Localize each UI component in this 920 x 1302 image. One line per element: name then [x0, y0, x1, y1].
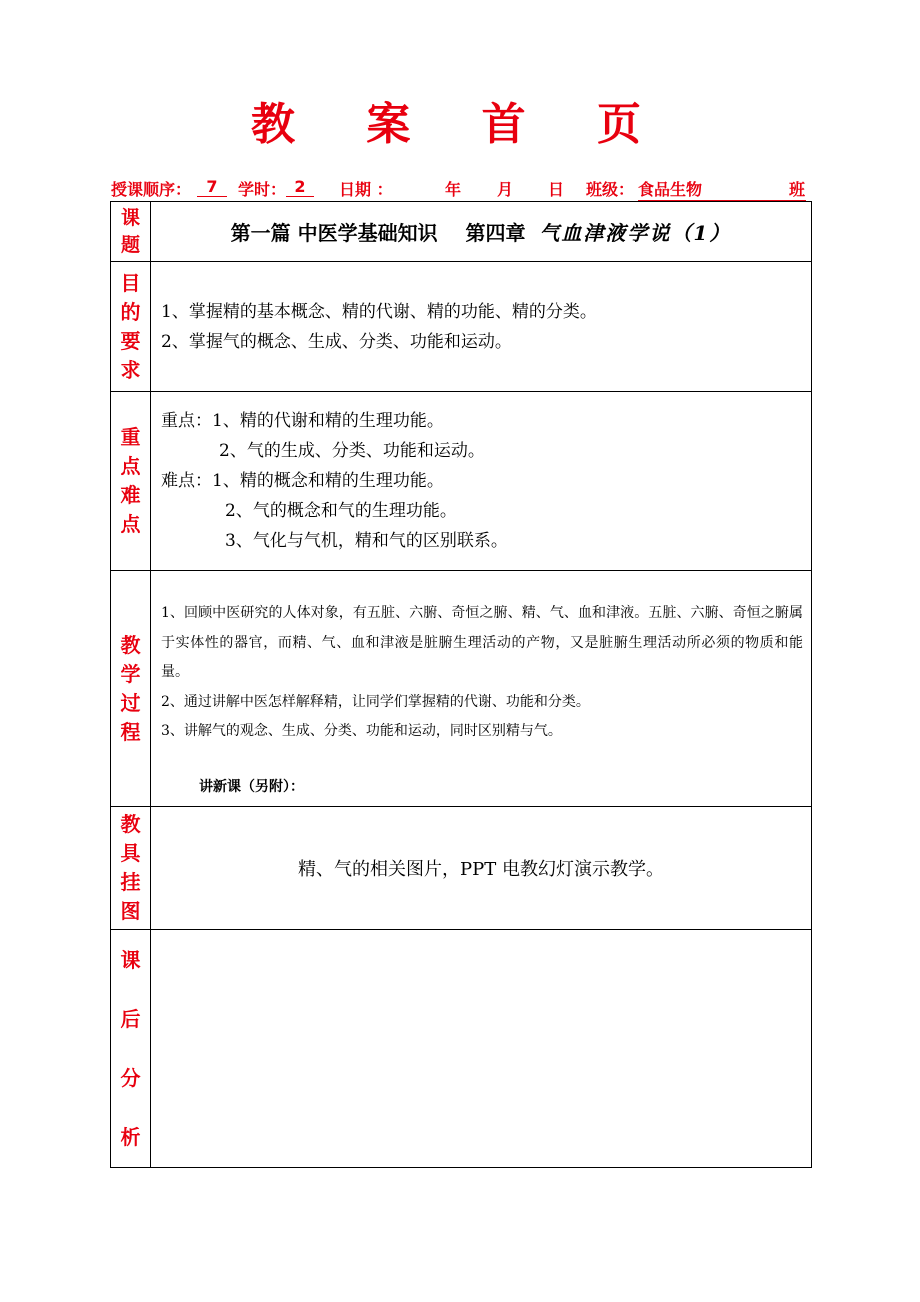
- row-tools: [111, 807, 812, 930]
- class-suffix: 班: [789, 180, 806, 199]
- date-month: 月: [497, 180, 514, 199]
- row-objectives: [111, 262, 812, 392]
- key-point-line: 3、气化与气机，精和气的区别联系。: [225, 531, 508, 551]
- key-points-label: 重点难点: [111, 392, 151, 571]
- process-item: 1、回顾中医研究的人体对象，有五脏、六腑、奇恒之腑、精、气、血和津液。五脏、六腑、奇恒之腑属于实体性的器官，而精、气、血和津液是脏腑生理活动的产物，又是脏腑生理活动所必须的物质和能量。: [161, 605, 803, 680]
- lesson-plan-table: [110, 201, 812, 1168]
- process-label: 教学过程: [111, 571, 151, 807]
- topic-label: 课题: [111, 202, 151, 262]
- order-value-text: 7: [206, 177, 218, 196]
- key-point-line: 2、气的生成、分类、功能和运动。: [219, 441, 485, 461]
- key-point-line: 难点：1、精的概念和精的生理功能。: [161, 471, 444, 491]
- date-year: 年: [445, 180, 462, 199]
- objectives-label: 目的要求: [111, 262, 151, 392]
- page-title: 教 案 首 页: [251, 99, 669, 150]
- topic-chapter-title: 气血津液学说（1）: [539, 221, 732, 245]
- header-meta: [111, 177, 811, 199]
- hours-label: 学时：: [238, 180, 287, 199]
- date-day: 日: [548, 180, 565, 199]
- process-item: 2、通过讲解中医怎样解释精，让同学们掌握精的代谢、功能和分类。: [161, 693, 590, 710]
- row-process: [111, 571, 812, 807]
- row-topic: [111, 202, 812, 262]
- row-analysis: [111, 930, 812, 1168]
- order-label: 授课顺序：: [111, 180, 192, 199]
- hours-value-text: 2: [294, 177, 306, 196]
- class-value: [638, 177, 806, 201]
- topic-part: 第一篇 中医学基础知识: [230, 221, 438, 245]
- tools-cell: 精、气的相关图片，PPT 电教幻灯演示教学。: [151, 807, 812, 930]
- analysis-label: 课后分析: [111, 930, 151, 1168]
- row-key-points: [111, 392, 812, 571]
- analysis-cell: [151, 930, 812, 1168]
- date-label: 日期 ：: [339, 180, 393, 199]
- key-point-line: 重点：1、精的代谢和精的生理功能。: [161, 411, 444, 431]
- class-label: 班级：: [586, 180, 635, 199]
- topic-cell: [151, 202, 812, 262]
- new-lesson-note: 讲新课（另附）：: [199, 778, 304, 795]
- date-value: [397, 177, 569, 202]
- objective-item: 1、掌握精的基本概念、精的代谢、精的功能、精的分类。: [161, 301, 597, 322]
- hours-value: [286, 177, 314, 197]
- order-value: [197, 177, 227, 197]
- class-value-text: 食品生物: [638, 180, 703, 199]
- process-cell: [151, 571, 812, 807]
- key-point-line: 2、气的概念和气的生理功能。: [225, 501, 457, 521]
- key-points-cell: [151, 392, 812, 571]
- topic-chapter: 第四章: [465, 221, 526, 245]
- objectives-cell: [151, 262, 812, 392]
- tools-label: 教具挂图: [111, 807, 151, 930]
- objective-item: 2、掌握气的概念、生成、分类、功能和运动。: [161, 331, 512, 352]
- process-item: 3、讲解气的观念、生成、分类、功能和运动，同时区别精与气。: [161, 723, 562, 739]
